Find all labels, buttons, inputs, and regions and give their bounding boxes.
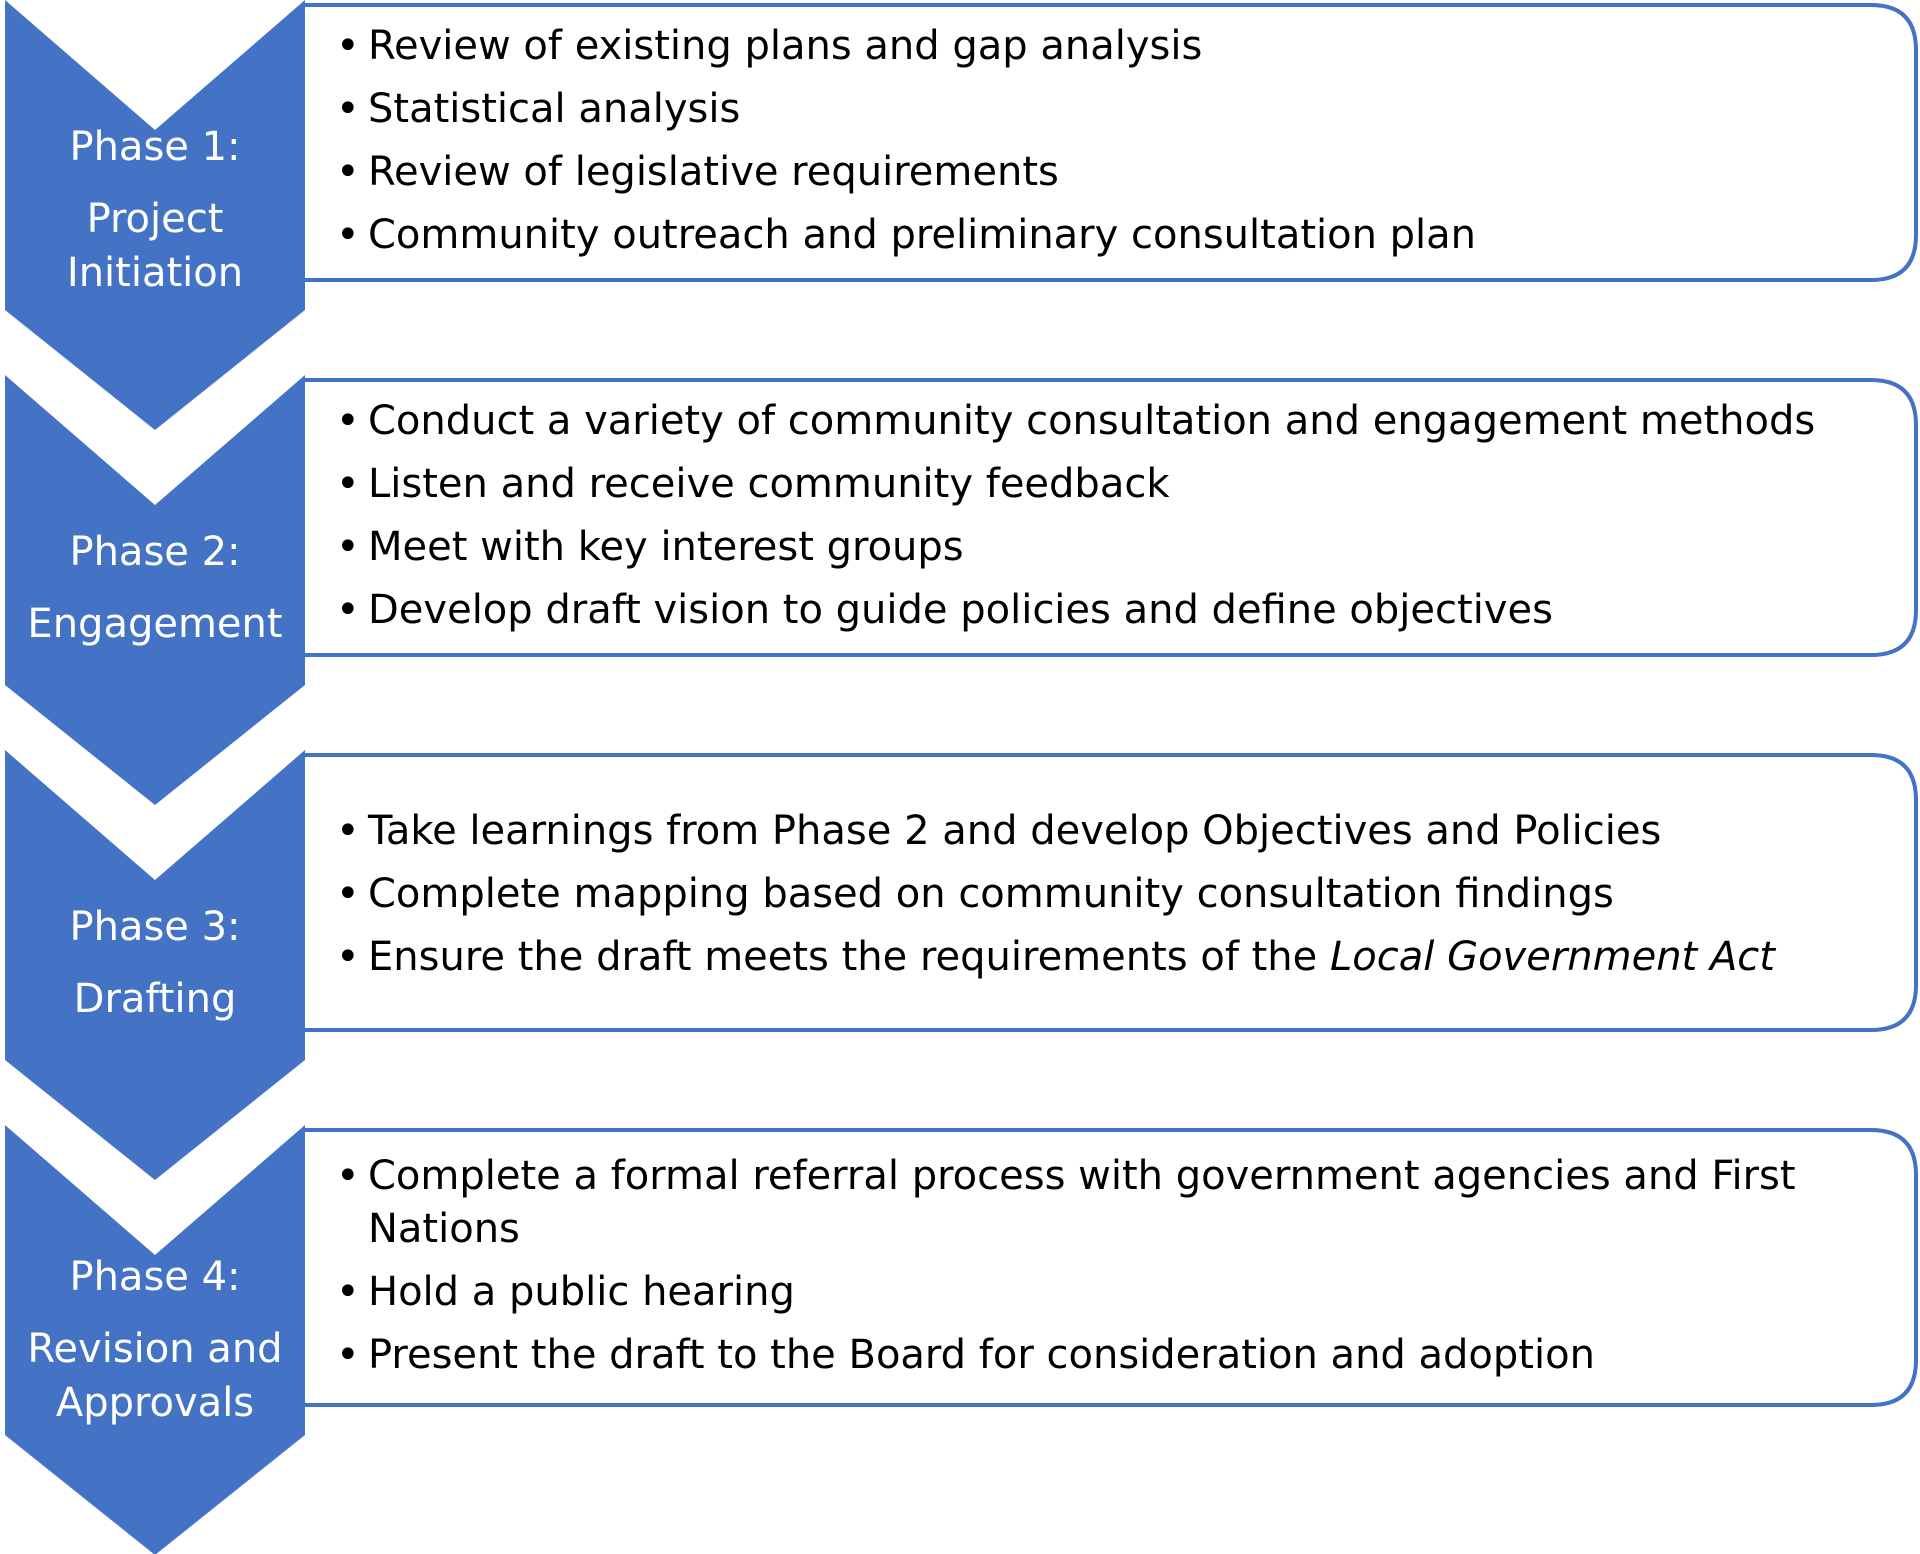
bullet-icon: •: [336, 587, 360, 633]
phase-4-number: Phase 4:: [69, 1254, 241, 1300]
list-item-text: Review of existing plans and gap analysis: [368, 23, 1203, 69]
list-item-text: Ensure the draft meets the requirements of the: [368, 934, 1330, 980]
phase-4-title-line-1: Revision and: [27, 1326, 283, 1372]
phase-1-title-line-1: Project: [86, 196, 224, 242]
list-item-text: Listen and receive community feedback: [368, 461, 1170, 507]
list-item: [330, 868, 1890, 921]
phase-2-title-line-1: Engagement: [27, 601, 283, 647]
phase-4-title-line-2: Approvals: [55, 1380, 255, 1426]
bullet-icon: •: [336, 1332, 360, 1378]
list-item: [330, 209, 1890, 262]
phase-1-item-list: [330, 20, 1890, 272]
list-item: [330, 458, 1890, 511]
list-item-text: Conduct a variety of community consultation and engagement methods: [368, 398, 1816, 444]
list-item-text: Present the draft to the Board for consideration and adoption: [368, 1332, 1595, 1378]
phase-3-number: Phase 3:: [69, 904, 241, 950]
list-item-text: Complete mapping based on community consultation findings: [368, 871, 1614, 917]
list-item: [330, 20, 1890, 73]
bullet-icon: •: [336, 871, 360, 917]
phase-3-label: [0, 900, 310, 1026]
bullet-icon: •: [336, 461, 360, 507]
phase-4-item-list: [330, 1150, 1890, 1392]
phase-1-title-line-2: Initiation: [66, 250, 244, 296]
list-item: [330, 521, 1890, 574]
list-item: [330, 395, 1890, 448]
list-item: [330, 146, 1890, 199]
list-item: [330, 83, 1890, 136]
bullet-icon: •: [336, 524, 360, 570]
phase-4-label: [0, 1250, 310, 1430]
list-item: [330, 1329, 1890, 1382]
bullet-icon: •: [336, 23, 360, 69]
phase-1-number: Phase 1:: [69, 124, 241, 170]
bullet-icon: •: [336, 1153, 360, 1199]
list-item-text: Statistical analysis: [368, 86, 741, 132]
list-item-text: Take learnings from Phase 2 and develop Objectives and Policies: [368, 808, 1662, 854]
list-item-text: Meet with key interest groups: [368, 524, 964, 570]
phase-2-label: [0, 525, 310, 651]
list-item: [330, 1266, 1890, 1319]
bullet-icon: •: [336, 212, 360, 258]
list-item: [330, 931, 1890, 984]
phase-3-item-list: [330, 805, 1890, 994]
phase-3-title-line-1: Drafting: [73, 976, 237, 1022]
list-item: [330, 805, 1890, 858]
phase-2-number: Phase 2:: [69, 529, 241, 575]
list-item-text: Community outreach and preliminary consultation plan: [368, 212, 1477, 258]
bullet-icon: •: [336, 149, 360, 195]
list-item-text: Hold a public hearing: [368, 1269, 795, 1315]
bullet-icon: •: [336, 398, 360, 444]
list-item-text: Review of legislative requirements: [368, 149, 1059, 195]
list-item: [330, 1150, 1890, 1256]
list-item-text: Complete a formal referral process with government agencies and First Nations: [368, 1153, 1796, 1252]
bullet-icon: •: [336, 86, 360, 132]
phase-2-item-list: [330, 395, 1890, 647]
list-item-text: Develop draft vision to guide policies and define objectives: [368, 587, 1553, 633]
bullet-icon: •: [336, 808, 360, 854]
phase-1-label: [0, 120, 310, 300]
list-item: [330, 584, 1890, 637]
bullet-icon: •: [336, 934, 360, 980]
list-item-emphasis: Local Government Act: [1329, 934, 1775, 980]
bullet-icon: •: [336, 1269, 360, 1315]
